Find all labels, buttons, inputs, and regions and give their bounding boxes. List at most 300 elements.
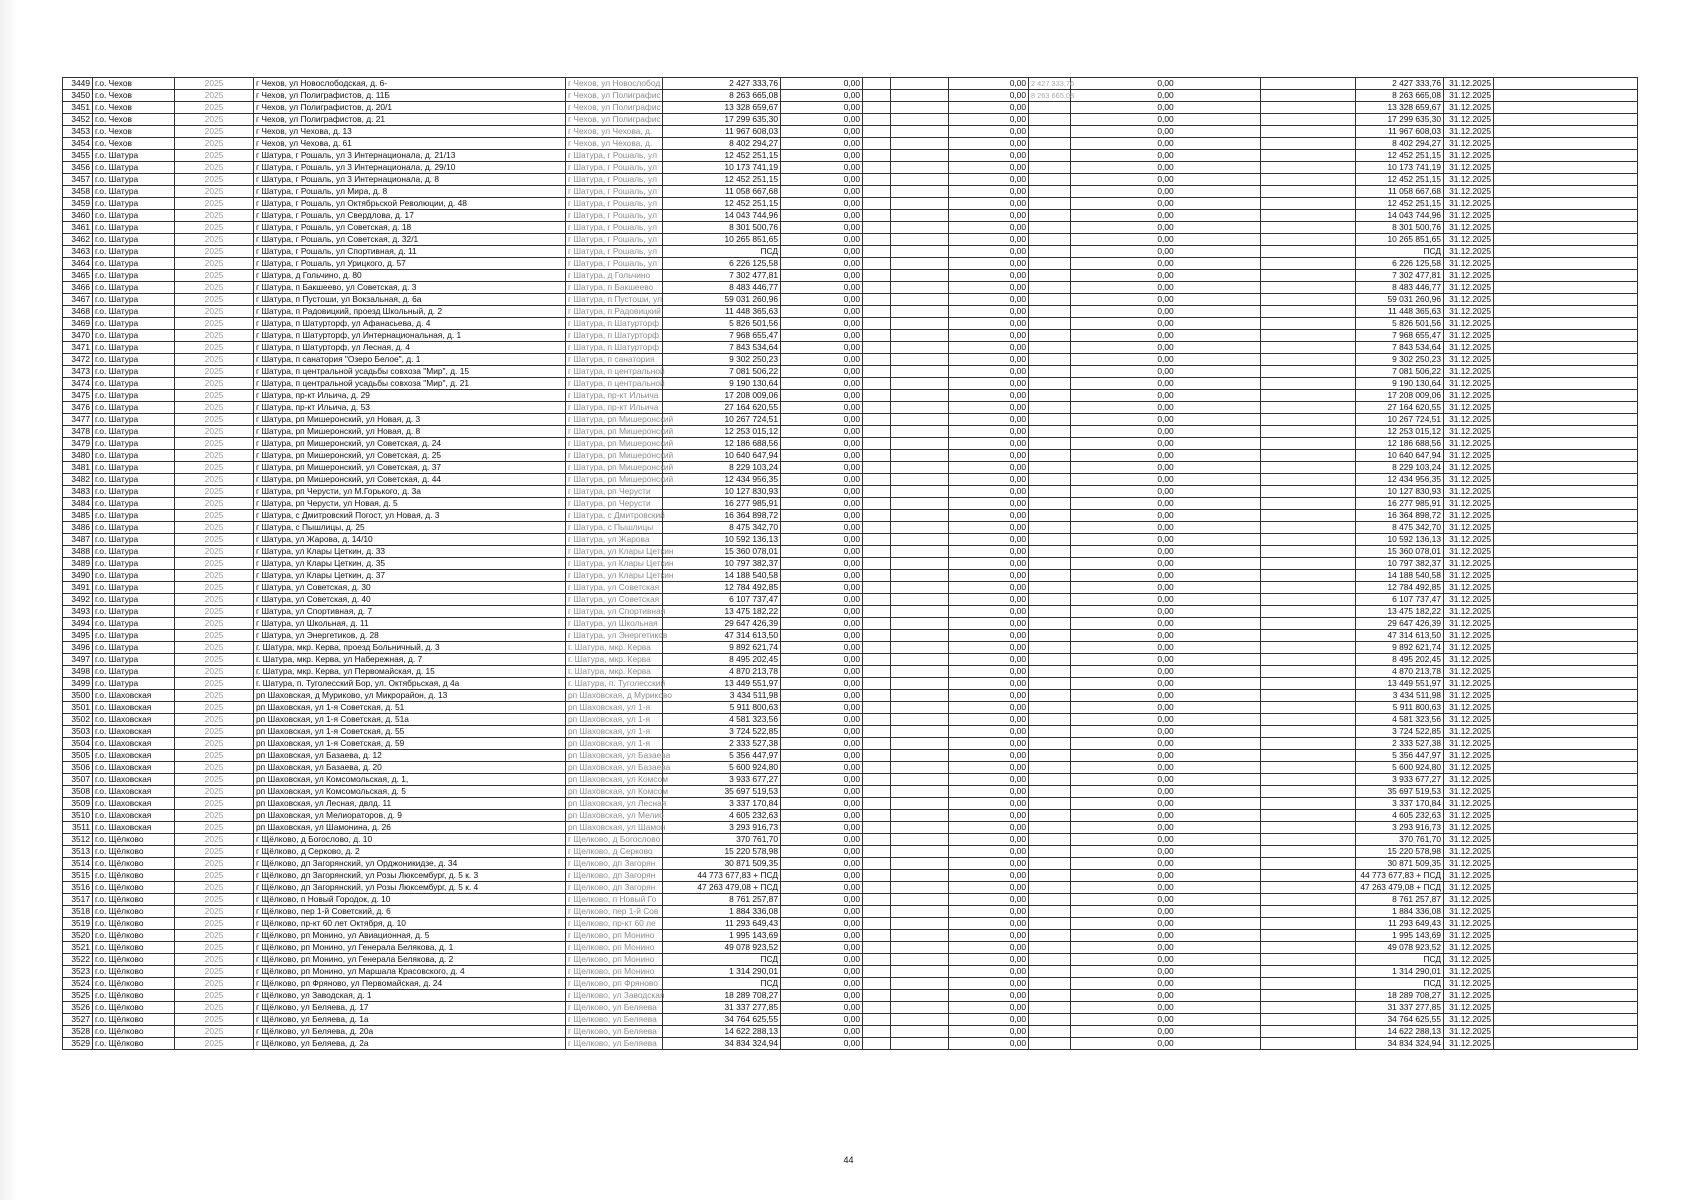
address-cell: г Шатура, пр-кт Ильича, д. 29 (254, 390, 566, 402)
zero-cell-1: 0,00 (781, 282, 863, 294)
cost-repeat-cell: 4 870 213,78 (1356, 666, 1444, 678)
cost-repeat-cell: 9 892 621,74 (1356, 642, 1444, 654)
address-cell: г Чехов, ул Полиграфистов, д. 20/1 (254, 102, 566, 114)
empty-cell-3 (1261, 882, 1356, 894)
row-number-cell: 3462 (63, 234, 93, 246)
faint-value-cell (1029, 210, 1071, 222)
municipality-cell: г.о. Щёлково (93, 930, 175, 942)
empty-cell-1 (863, 1038, 891, 1050)
empty-cell-2 (891, 774, 949, 786)
empty-cell-4 (1494, 486, 1638, 498)
empty-cell-2 (891, 534, 949, 546)
faint-value-cell (1029, 138, 1071, 150)
empty-cell-2 (891, 750, 949, 762)
empty-cell-2 (891, 822, 949, 834)
address-cell: г Чехов, ул Чехова, д. 13 (254, 126, 566, 138)
zero-cell-3: 0,00 (1071, 630, 1261, 642)
period-cell: 2025 (175, 690, 254, 702)
zero-cell-3: 0,00 (1071, 618, 1261, 630)
zero-cell-2: 0,00 (949, 594, 1029, 606)
row-number-cell: 3520 (63, 930, 93, 942)
municipality-cell: г.о. Шаховская (93, 714, 175, 726)
empty-cell-2 (891, 978, 949, 990)
period-cell: 2025 (175, 186, 254, 198)
zero-cell-2: 0,00 (949, 318, 1029, 330)
empty-cell-3 (1261, 702, 1356, 714)
empty-cell-1 (863, 366, 891, 378)
empty-cell-2 (891, 354, 949, 366)
zero-cell-2: 0,00 (949, 702, 1029, 714)
zero-cell-2: 0,00 (949, 378, 1029, 390)
empty-cell-3 (1261, 222, 1356, 234)
empty-cell-3 (1261, 582, 1356, 594)
period-cell: 2025 (175, 774, 254, 786)
empty-cell-3 (1261, 906, 1356, 918)
zero-cell-3: 0,00 (1071, 594, 1261, 606)
period-cell: 2025 (175, 318, 254, 330)
table-row (63, 858, 1638, 870)
cost-cell: 17 208 009,06 (663, 390, 781, 402)
cost-cell: 15 360 078,01 (663, 546, 781, 558)
cost-repeat-cell: 16 277 985,91 (1356, 498, 1444, 510)
zero-cell-1: 0,00 (781, 558, 863, 570)
empty-cell-2 (891, 498, 949, 510)
cost-cell: 35 697 519,53 (663, 786, 781, 798)
zero-cell-3: 0,00 (1071, 1002, 1261, 1014)
empty-cell-3 (1261, 390, 1356, 402)
zero-cell-2: 0,00 (949, 774, 1029, 786)
empty-cell-2 (891, 474, 949, 486)
zero-cell-3: 0,00 (1071, 702, 1261, 714)
address-copy-cell: г Шатура, ул Клары Цеткин (566, 570, 663, 582)
row-number-cell: 3501 (63, 702, 93, 714)
address-cell: г. Шатура, мкр. Керва, проезд Больничный, д. 3 (254, 642, 566, 654)
empty-cell-1 (863, 354, 891, 366)
municipality-cell: г.о. Шатура (93, 534, 175, 546)
zero-cell-1: 0,00 (781, 810, 863, 822)
address-cell: г Щёлково, д Серково, д. 2 (254, 846, 566, 858)
page-number: 44 (843, 1155, 854, 1165)
empty-cell-1 (863, 438, 891, 450)
table-row (63, 990, 1638, 1002)
municipality-cell: г.о. Щёлково (93, 1038, 175, 1050)
zero-cell-1: 0,00 (781, 786, 863, 798)
row-number-cell: 3503 (63, 726, 93, 738)
date-cell: 31.12.2025 (1444, 294, 1494, 306)
table-row (63, 702, 1638, 714)
faint-value-cell (1029, 882, 1071, 894)
empty-cell-2 (891, 450, 949, 462)
empty-cell-4 (1494, 306, 1638, 318)
date-cell: 31.12.2025 (1444, 450, 1494, 462)
row-number-cell: 3466 (63, 282, 93, 294)
cost-repeat-cell: 8 301 500,76 (1356, 222, 1444, 234)
zero-cell-1: 0,00 (781, 978, 863, 990)
faint-value-cell (1029, 642, 1071, 654)
zero-cell-3: 0,00 (1071, 954, 1261, 966)
zero-cell-3: 0,00 (1071, 834, 1261, 846)
cost-cell: 49 078 923,52 (663, 942, 781, 954)
zero-cell-2: 0,00 (949, 150, 1029, 162)
municipality-cell: г.о. Шаховская (93, 822, 175, 834)
faint-value-cell (1029, 678, 1071, 690)
faint-value-cell (1029, 306, 1071, 318)
date-cell: 31.12.2025 (1444, 462, 1494, 474)
period-cell: 2025 (175, 546, 254, 558)
zero-cell-1: 0,00 (781, 462, 863, 474)
cost-repeat-cell: 14 043 744,96 (1356, 210, 1444, 222)
address-cell: г Щёлково, рп Монино, ул Авиационная, д. 5 (254, 930, 566, 942)
empty-cell-4 (1494, 990, 1638, 1002)
date-cell: 31.12.2025 (1444, 486, 1494, 498)
municipality-cell: г.о. Шаховская (93, 798, 175, 810)
cost-cell: 5 356 447,97 (663, 750, 781, 762)
period-cell: 2025 (175, 858, 254, 870)
empty-cell-2 (891, 594, 949, 606)
zero-cell-1: 0,00 (781, 330, 863, 342)
zero-cell-2: 0,00 (949, 390, 1029, 402)
zero-cell-3: 0,00 (1071, 822, 1261, 834)
period-cell: 2025 (175, 990, 254, 1002)
empty-cell-1 (863, 810, 891, 822)
municipality-cell: г.о. Чехов (93, 90, 175, 102)
zero-cell-3: 0,00 (1071, 678, 1261, 690)
cost-cell: 14 043 744,96 (663, 210, 781, 222)
cost-repeat-cell: 5 911 800,63 (1356, 702, 1444, 714)
table-row (63, 402, 1638, 414)
empty-cell-2 (891, 150, 949, 162)
table-row (63, 186, 1638, 198)
zero-cell-2: 0,00 (949, 354, 1029, 366)
zero-cell-1: 0,00 (781, 930, 863, 942)
empty-cell-4 (1494, 186, 1638, 198)
period-cell: 2025 (175, 462, 254, 474)
cost-repeat-cell: 12 186 688,56 (1356, 438, 1444, 450)
zero-cell-2: 0,00 (949, 114, 1029, 126)
municipality-cell: г.о. Шатура (93, 426, 175, 438)
row-number-cell: 3524 (63, 978, 93, 990)
empty-cell-4 (1494, 174, 1638, 186)
cost-repeat-cell: 13 449 551,97 (1356, 678, 1444, 690)
date-cell: 31.12.2025 (1444, 738, 1494, 750)
cost-cell: 9 190 130,64 (663, 378, 781, 390)
zero-cell-2: 0,00 (949, 402, 1029, 414)
empty-cell-2 (891, 762, 949, 774)
cost-repeat-cell: 31 337 277,85 (1356, 1002, 1444, 1014)
row-number-cell: 3483 (63, 486, 93, 498)
period-cell: 2025 (175, 486, 254, 498)
date-cell: 31.12.2025 (1444, 666, 1494, 678)
period-cell: 2025 (175, 870, 254, 882)
address-cell: г Шатура, ул Школьная, д. 11 (254, 618, 566, 630)
municipality-cell: г.о. Щёлково (93, 918, 175, 930)
empty-cell-3 (1261, 786, 1356, 798)
empty-cell-3 (1261, 654, 1356, 666)
empty-cell-3 (1261, 810, 1356, 822)
cost-repeat-cell: 2 427 333,76 (1356, 78, 1444, 90)
row-number-cell: 3509 (63, 798, 93, 810)
faint-value-cell (1029, 486, 1071, 498)
cost-cell: 9 892 621,74 (663, 642, 781, 654)
date-cell: 31.12.2025 (1444, 534, 1494, 546)
period-cell: 2025 (175, 714, 254, 726)
zero-cell-1: 0,00 (781, 822, 863, 834)
municipality-cell: г.о. Щёлково (93, 1026, 175, 1038)
zero-cell-2: 0,00 (949, 954, 1029, 966)
zero-cell-2: 0,00 (949, 366, 1029, 378)
empty-cell-3 (1261, 1014, 1356, 1026)
zero-cell-3: 0,00 (1071, 414, 1261, 426)
zero-cell-2: 0,00 (949, 798, 1029, 810)
empty-cell-4 (1494, 786, 1638, 798)
empty-cell-4 (1494, 450, 1638, 462)
zero-cell-3: 0,00 (1071, 546, 1261, 558)
cost-cell: 12 452 251,15 (663, 150, 781, 162)
municipality-cell: г.о. Щёлково (93, 1014, 175, 1026)
zero-cell-1: 0,00 (781, 1026, 863, 1038)
date-cell: 31.12.2025 (1444, 102, 1494, 114)
empty-cell-1 (863, 726, 891, 738)
row-number-cell: 3475 (63, 390, 93, 402)
address-copy-cell: г Шатура, с Дмитровский (566, 510, 663, 522)
cost-repeat-cell: 10 267 724,51 (1356, 414, 1444, 426)
empty-cell-1 (863, 654, 891, 666)
zero-cell-3: 0,00 (1071, 342, 1261, 354)
zero-cell-3: 0,00 (1071, 294, 1261, 306)
period-cell: 2025 (175, 738, 254, 750)
empty-cell-2 (891, 870, 949, 882)
empty-cell-4 (1494, 402, 1638, 414)
empty-cell-3 (1261, 678, 1356, 690)
table-row (63, 126, 1638, 138)
address-cell: г Щёлково, ул Заводская, д. 1 (254, 990, 566, 1002)
period-cell: 2025 (175, 438, 254, 450)
municipality-cell: г.о. Шатура (93, 462, 175, 474)
cost-repeat-cell: 3 434 511,98 (1356, 690, 1444, 702)
date-cell: 31.12.2025 (1444, 162, 1494, 174)
municipality-cell: г.о. Шатура (93, 270, 175, 282)
address-copy-cell: г Шатура, г Рошаль, ул (566, 234, 663, 246)
address-copy-cell: г Шатура, п Шатурторф (566, 318, 663, 330)
faint-value-cell (1029, 774, 1071, 786)
address-cell: рп Шаховская, ул Мелиораторов, д. 9 (254, 810, 566, 822)
row-number-cell: 3474 (63, 378, 93, 390)
row-number-cell: 3472 (63, 354, 93, 366)
row-number-cell: 3468 (63, 306, 93, 318)
row-number-cell: 3491 (63, 582, 93, 594)
empty-cell-4 (1494, 510, 1638, 522)
row-number-cell: 3476 (63, 402, 93, 414)
zero-cell-3: 0,00 (1071, 930, 1261, 942)
empty-cell-1 (863, 246, 891, 258)
municipality-cell: г.о. Шатура (93, 162, 175, 174)
municipality-cell: г.о. Шатура (93, 450, 175, 462)
zero-cell-1: 0,00 (781, 846, 863, 858)
empty-cell-3 (1261, 90, 1356, 102)
zero-cell-3: 0,00 (1071, 1026, 1261, 1038)
cost-repeat-cell: 59 031 260,96 (1356, 294, 1444, 306)
empty-cell-3 (1261, 162, 1356, 174)
zero-cell-3: 0,00 (1071, 438, 1261, 450)
zero-cell-2: 0,00 (949, 690, 1029, 702)
row-number-cell: 3471 (63, 342, 93, 354)
cost-cell: 12 186 688,56 (663, 438, 781, 450)
empty-cell-2 (891, 786, 949, 798)
faint-value-cell (1029, 798, 1071, 810)
cost-repeat-cell: 44 773 677,83 + ПСД (1356, 870, 1444, 882)
zero-cell-1: 0,00 (781, 666, 863, 678)
zero-cell-2: 0,00 (949, 426, 1029, 438)
address-cell: г Шатура, рп Мишеронский, ул Новая, д. 8 (254, 426, 566, 438)
row-number-cell: 3451 (63, 102, 93, 114)
zero-cell-1: 0,00 (781, 138, 863, 150)
faint-value-cell (1029, 714, 1071, 726)
empty-cell-4 (1494, 114, 1638, 126)
zero-cell-1: 0,00 (781, 174, 863, 186)
faint-value-cell (1029, 1014, 1071, 1026)
period-cell: 2025 (175, 282, 254, 294)
municipality-cell: г.о. Шатура (93, 642, 175, 654)
address-copy-cell: г Шатура, ул Советская (566, 594, 663, 606)
empty-cell-2 (891, 954, 949, 966)
zero-cell-3: 0,00 (1071, 906, 1261, 918)
zero-cell-1: 0,00 (781, 858, 863, 870)
row-number-cell: 3484 (63, 498, 93, 510)
date-cell: 31.12.2025 (1444, 90, 1494, 102)
zero-cell-2: 0,00 (949, 822, 1029, 834)
zero-cell-2: 0,00 (949, 138, 1029, 150)
zero-cell-2: 0,00 (949, 474, 1029, 486)
period-cell: 2025 (175, 138, 254, 150)
row-number-cell: 3449 (63, 78, 93, 90)
municipality-cell: г.о. Чехов (93, 138, 175, 150)
table-row (63, 258, 1638, 270)
zero-cell-1: 0,00 (781, 894, 863, 906)
date-cell: 31.12.2025 (1444, 1014, 1494, 1026)
table-row (63, 114, 1638, 126)
empty-cell-4 (1494, 738, 1638, 750)
empty-cell-3 (1261, 774, 1356, 786)
faint-value-cell (1029, 126, 1071, 138)
zero-cell-3: 0,00 (1071, 894, 1261, 906)
row-number-cell: 3526 (63, 1002, 93, 1014)
cost-cell: 3 293 916,73 (663, 822, 781, 834)
zero-cell-3: 0,00 (1071, 114, 1261, 126)
period-cell: 2025 (175, 558, 254, 570)
table-row (63, 594, 1638, 606)
faint-value-cell (1029, 1002, 1071, 1014)
cost-repeat-cell: 12 434 956,35 (1356, 474, 1444, 486)
empty-cell-1 (863, 858, 891, 870)
empty-cell-2 (891, 1002, 949, 1014)
zero-cell-1: 0,00 (781, 342, 863, 354)
table-row (63, 918, 1638, 930)
address-copy-cell: г Шатура, с Пышлицы (566, 522, 663, 534)
empty-cell-2 (891, 282, 949, 294)
table-row (63, 498, 1638, 510)
faint-value-cell (1029, 858, 1071, 870)
table-row (63, 954, 1638, 966)
empty-cell-3 (1261, 762, 1356, 774)
zero-cell-1: 0,00 (781, 270, 863, 282)
empty-cell-1 (863, 270, 891, 282)
table-row (63, 330, 1638, 342)
empty-cell-1 (863, 462, 891, 474)
address-copy-cell: г Щелково, ул Беляева (566, 1038, 663, 1050)
municipality-cell: г.о. Шатура (93, 282, 175, 294)
cost-repeat-cell: 12 452 251,15 (1356, 150, 1444, 162)
period-cell: 2025 (175, 474, 254, 486)
address-copy-cell: г Щелково, рп Монино (566, 966, 663, 978)
date-cell: 31.12.2025 (1444, 498, 1494, 510)
zero-cell-3: 0,00 (1071, 126, 1261, 138)
address-cell: рп Шаховская, ул 1-я Советская, д. 51 (254, 702, 566, 714)
cost-repeat-cell: 18 289 708,27 (1356, 990, 1444, 1002)
zero-cell-1: 0,00 (781, 726, 863, 738)
cost-repeat-cell: 9 190 130,64 (1356, 378, 1444, 390)
address-copy-cell: г Шатура, ул Жарова (566, 534, 663, 546)
period-cell: 2025 (175, 846, 254, 858)
date-cell: 31.12.2025 (1444, 858, 1494, 870)
table-row (63, 618, 1638, 630)
cost-repeat-cell: 7 302 477,81 (1356, 270, 1444, 282)
municipality-cell: г.о. Чехов (93, 102, 175, 114)
zero-cell-1: 0,00 (781, 90, 863, 102)
empty-cell-2 (891, 606, 949, 618)
empty-cell-1 (863, 126, 891, 138)
address-copy-cell: рп Шаховская, ул 1-я (566, 738, 663, 750)
row-number-cell: 3506 (63, 762, 93, 774)
empty-cell-2 (891, 414, 949, 426)
table-row (63, 822, 1638, 834)
zero-cell-2: 0,00 (949, 1014, 1029, 1026)
faint-value-cell (1029, 390, 1071, 402)
address-cell: г. Шатура, п. Туголесский Бор, ул. Октябрьская, д 4а (254, 678, 566, 690)
address-copy-cell: рп Шаховская, ул 1-я (566, 702, 663, 714)
cost-repeat-cell: 11 293 649,43 (1356, 918, 1444, 930)
cost-repeat-cell: 1 995 143,69 (1356, 930, 1444, 942)
zero-cell-2: 0,00 (949, 810, 1029, 822)
row-number-cell: 3464 (63, 258, 93, 270)
address-cell: рп Шаховская, ул 1-я Советская, д. 55 (254, 726, 566, 738)
municipality-cell: г.о. Шатура (93, 366, 175, 378)
address-copy-cell: г Шатура, п Шатурторф (566, 342, 663, 354)
cost-cell: 12 452 251,15 (663, 174, 781, 186)
table-row (63, 282, 1638, 294)
empty-cell-3 (1261, 510, 1356, 522)
faint-value-cell (1029, 894, 1071, 906)
empty-cell-3 (1261, 954, 1356, 966)
zero-cell-1: 0,00 (781, 642, 863, 654)
municipality-cell: г.о. Шатура (93, 234, 175, 246)
row-number-cell: 3477 (63, 414, 93, 426)
zero-cell-1: 0,00 (781, 714, 863, 726)
empty-cell-1 (863, 558, 891, 570)
empty-cell-4 (1494, 78, 1638, 90)
address-cell: г Шатура, с Пышлицы, д. 25 (254, 522, 566, 534)
table-row (63, 246, 1638, 258)
zero-cell-3: 0,00 (1071, 390, 1261, 402)
address-cell: рп Шаховская, ул Шамонина, д. 26 (254, 822, 566, 834)
cost-cell: 47 263 479,08 + ПСД (663, 882, 781, 894)
zero-cell-1: 0,00 (781, 318, 863, 330)
zero-cell-3: 0,00 (1071, 198, 1261, 210)
faint-value-cell (1029, 162, 1071, 174)
municipality-cell: г.о. Щёлково (93, 858, 175, 870)
empty-cell-4 (1494, 246, 1638, 258)
address-cell: г Шатура, г Рошаль, ул Мира, д. 8 (254, 186, 566, 198)
zero-cell-3: 0,00 (1071, 498, 1261, 510)
